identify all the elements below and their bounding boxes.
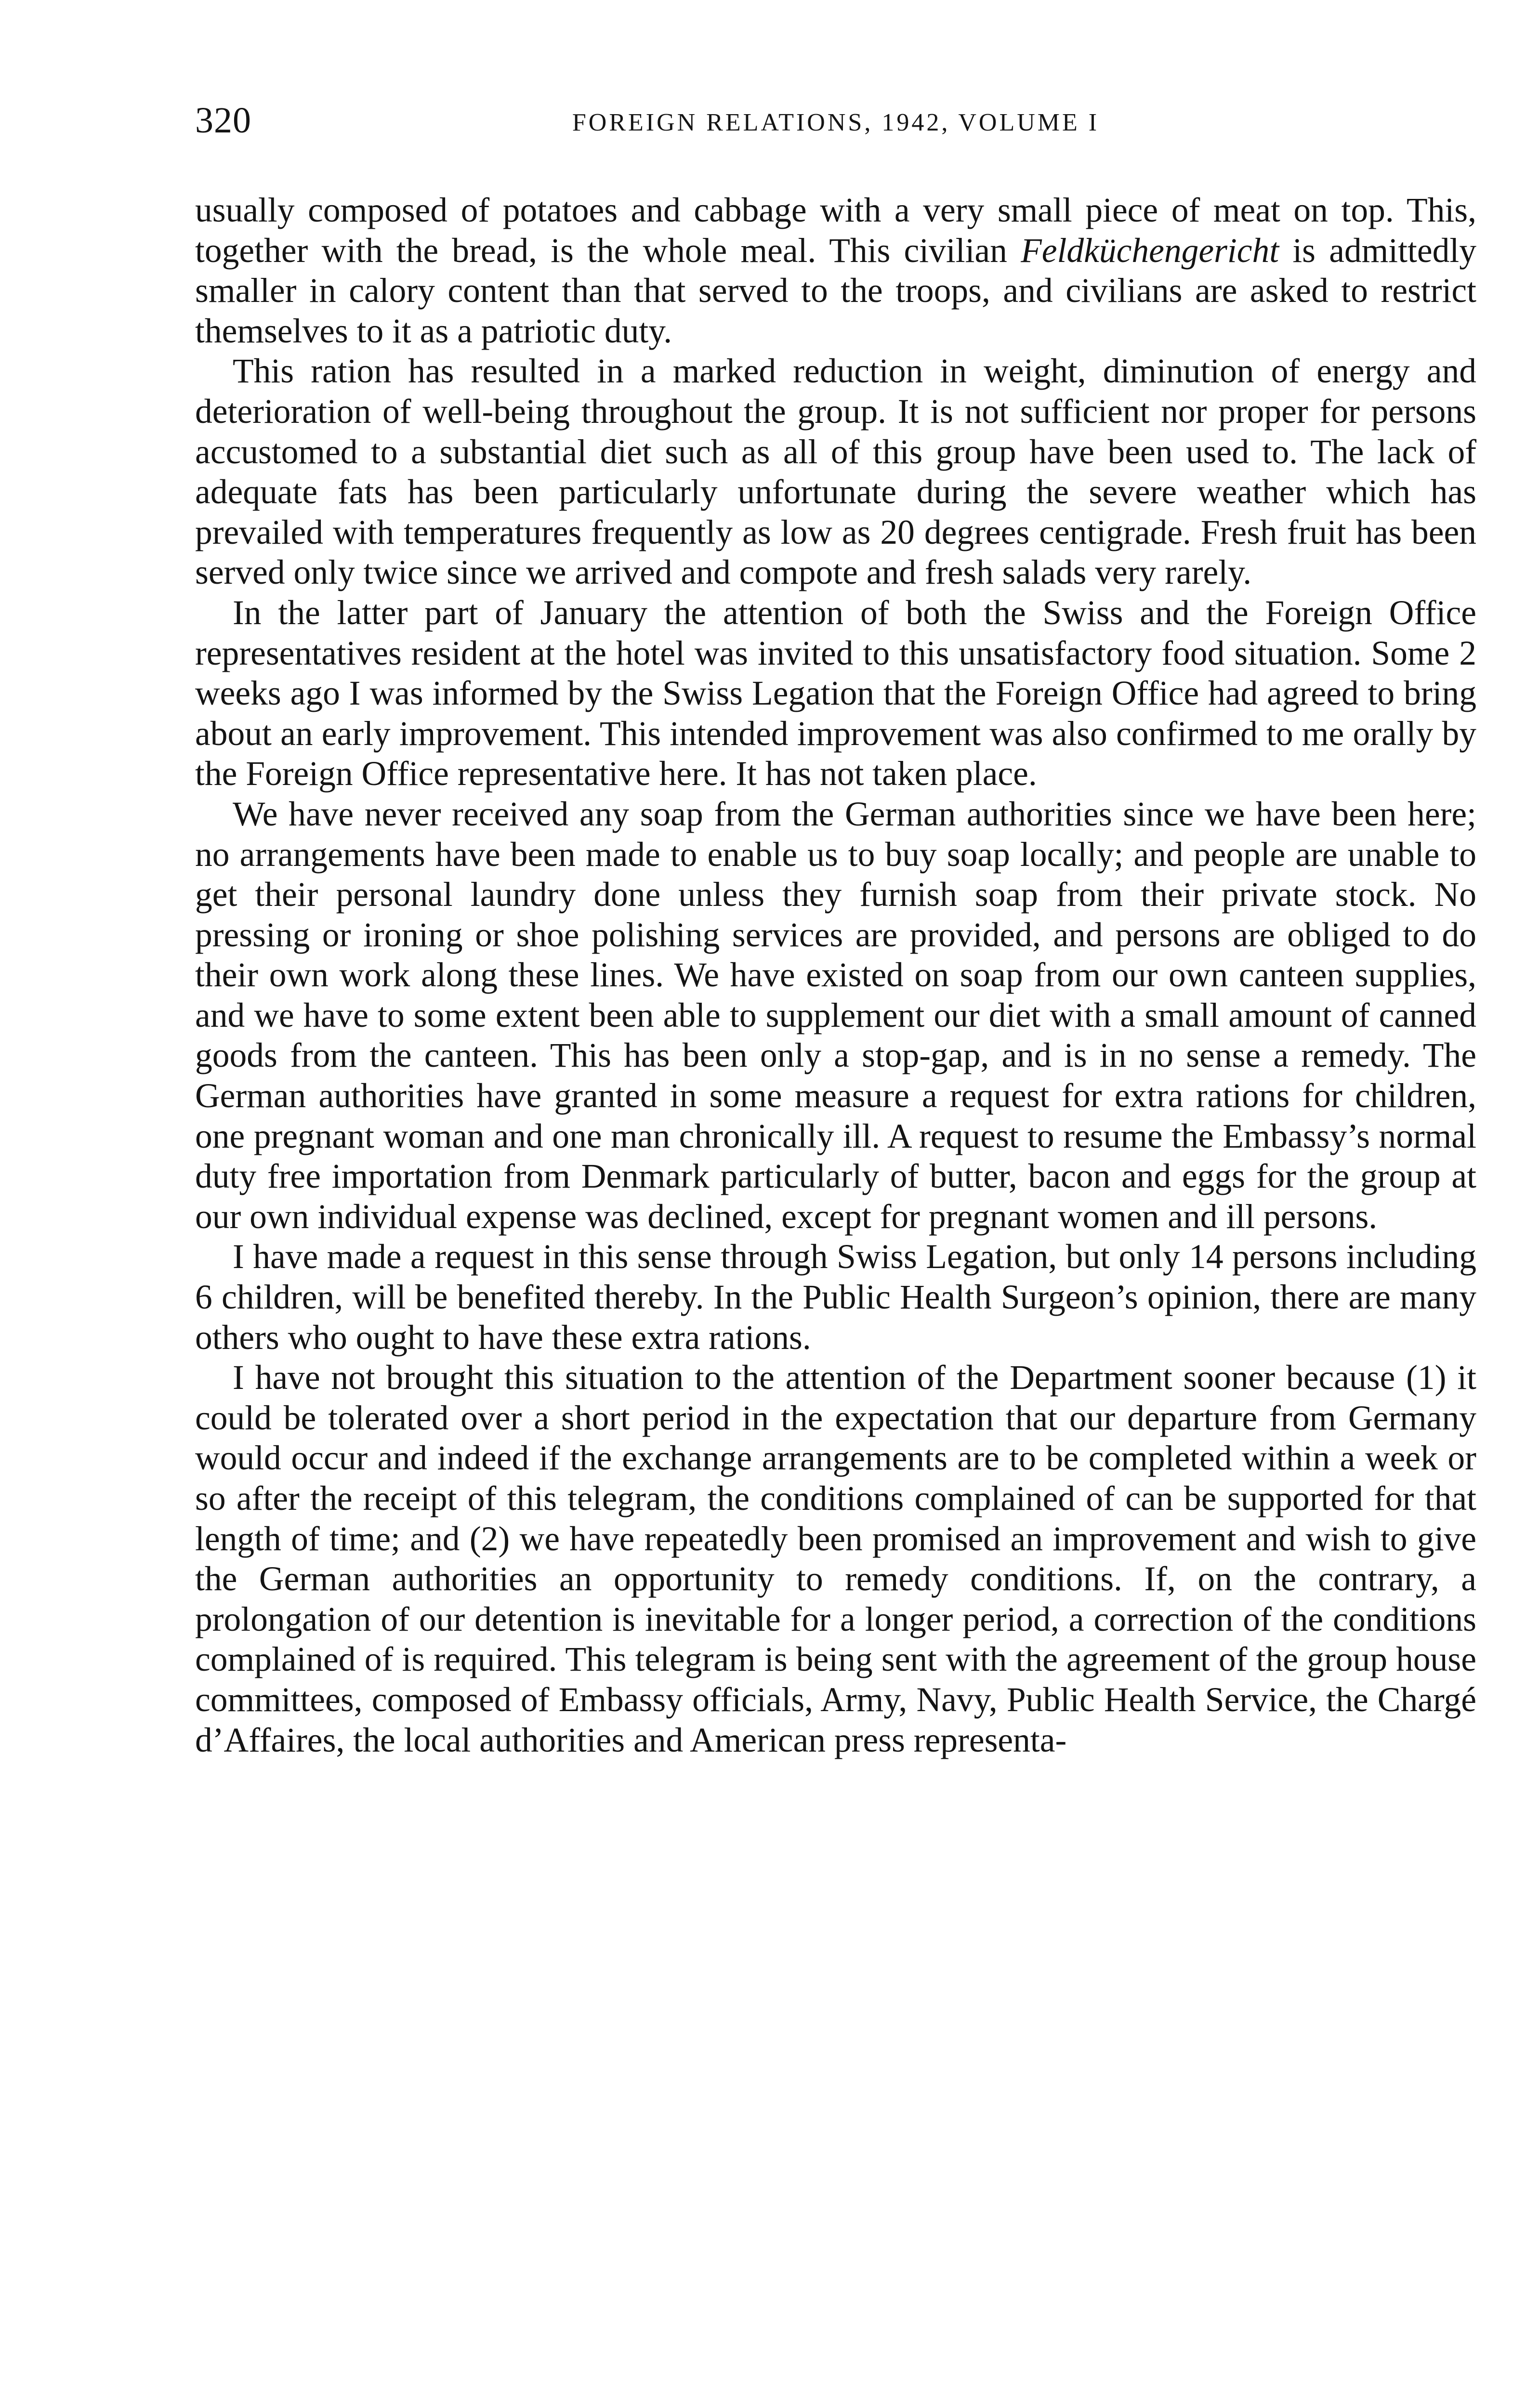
running-title: FOREIGN RELATIONS, 1942, VOLUME I [572,109,1100,136]
paragraph-2: This ration has resulted in a marked reduction in weight, diminution of energy and deterioration of well-being throughout the group. It is not sufficient nor proper for persons accustomed to a substantial diet such as all of this group have been used to. The lack of adequate fats has been particularly unfortunate during the severe weather which has prevailed with temperatures frequently as low as 20 degrees centigrade. Fresh fruit has been served only twice since we arrived and compote and fresh salads very rarely. [195,352,1476,592]
paragraph-1-text-after: is admittedly smaller in calory content than that served to the troops, and civilians are asked to restrict themselves to it as a patriotic duty. [195,231,1476,350]
paragraph-3: In the latter part of January the attention of both the Swiss and the Foreign Office representatives resident at the hotel was invited to this unsatisfactory food situation. Some 2 weeks ago I was informed by the Swiss Legation that the Foreign Office had agreed to bring about an early improvement. This intended improvement was also confirmed to me orally by the Foreign Office representative here. It has not taken place. [195,593,1476,793]
paragraph-6: I have not brought this situation to the attention of the Department sooner because (1) it could be tolerated over a short period in the expectation that our departure from Germany would occur and indeed if the exchange arrangements are to be completed within a week or so after the receipt of this telegram, the conditions complained of can be supported for that length of time; and (2) we have repeatedly been promised an improvement and wish to give the German authorities an opportunity to remedy conditions. If, on the contrary, a prolongation of our detention is inevitable for a longer period, a correction of the conditions complained of is required. This telegram is being sent with the agreement of the group house committees, composed of Embassy officials, Army, Navy, Public Health Service, the Chargé d’Affaires, the local authorities and American press representa- [195,1359,1476,1759]
paragraph-1 [195,190,1476,351]
italic-term: Feldküchengericht [1021,231,1279,270]
running-head [195,96,1476,149]
page-number: 320 [195,100,251,141]
paragraph-1-text-before: usually composed of potatoes and cabbage with a very small piece of meat on top. This, together with the bread, is the whole meal. This civilian [195,191,1476,270]
body-text [195,190,1476,1760]
paragraph-4: We have never received any soap from the German authorities since we have been here; no arrangements have been made to enable us to buy soap locally; and people are unable to get their personal laundry done unless they furnish soap from their private stock. No pressing or ironing or shoe polishing services are provided, and persons are obliged to do their own work along these lines. We have existed on soap from our own canteen supplies, and we have to some extent been able to supplement our diet with a small amount of canned goods from the canteen. This has been only a stop-gap, and is in no sense a remedy. The German authorities have granted in some measure a request for extra rations for children, one pregnant woman and one man chronically ill. A request to resume the Embassy’s normal duty free importation from Denmark particularly of butter, bacon and eggs for the group at our own individual expense was declined, except for pregnant women and ill persons. [195,795,1476,1236]
paragraph-5: I have made a request in this sense through Swiss Legation, but only 14 persons including 6 children, will be benefited thereby. In the Public Health Surgeon’s opinion, there are many others who ought to have these extra rations. [195,1238,1476,1357]
